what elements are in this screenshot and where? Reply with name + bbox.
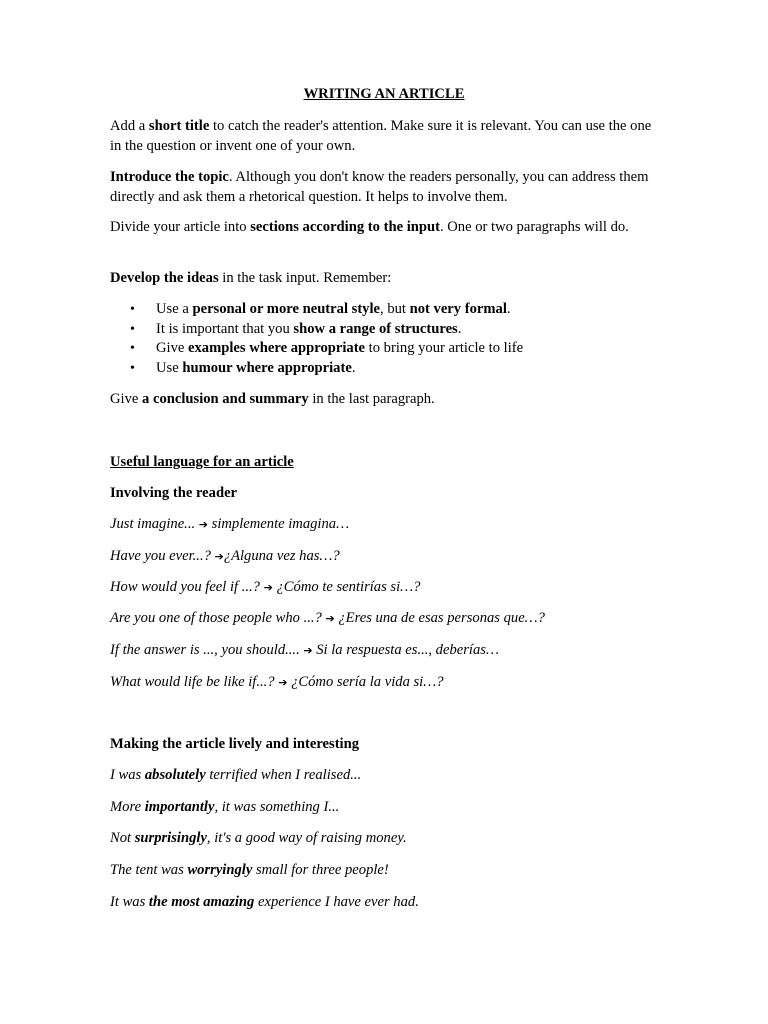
- list-item: [110, 300, 655, 320]
- example-sentence: [110, 829, 655, 849]
- bold-text: a conclusion and summary: [142, 391, 309, 407]
- arrow-right-icon: ➔: [278, 676, 288, 689]
- bold-text: importantly: [144, 799, 215, 815]
- paragraph-develop-ideas: [110, 269, 655, 289]
- bold-text: short title: [148, 118, 210, 134]
- bold-text: Introduce the topic: [110, 169, 229, 185]
- spanish-translation: ¿Cómo sería la vida si…?: [287, 674, 444, 690]
- document-title: WRITING AN ARTICLE: [303, 86, 465, 102]
- example-sentence: [110, 893, 655, 913]
- phrase-line: [110, 641, 655, 661]
- bold-text: absolutely: [144, 767, 206, 783]
- bold-text: show a range of structures: [293, 320, 458, 337]
- useful-language-heading: Useful language for an article: [110, 454, 294, 470]
- text: .: [351, 359, 356, 376]
- spanish-translation: ¿Alguna vez has…?: [223, 548, 340, 564]
- arrow-right-icon: ➔: [325, 612, 335, 625]
- text: It was: [110, 894, 149, 910]
- text: Add a: [110, 118, 149, 134]
- text: The tent was: [110, 862, 188, 878]
- phrase-line: [110, 609, 655, 629]
- text: , but: [380, 301, 410, 317]
- spanish-translation: Si la respuesta es..., deberías…: [312, 642, 499, 658]
- english-phrase: If the answer is ..., you should....: [110, 642, 304, 658]
- text: , it's a good way of raising money.: [206, 830, 407, 846]
- arrow-right-icon: ➔: [303, 644, 313, 657]
- text: .: [457, 320, 462, 337]
- involving-reader-heading: Involving the reader: [110, 485, 238, 501]
- bold-text: worryingly: [187, 862, 253, 878]
- english-phrase: Are you one of those people who ...?: [110, 610, 326, 626]
- phrase-line: [110, 515, 655, 535]
- text: .: [506, 301, 511, 317]
- english-phrase: Just imagine...: [110, 516, 199, 532]
- bullet-icon: •: [130, 302, 135, 317]
- text: More: [110, 799, 145, 815]
- bold-text: not very formal: [409, 301, 507, 317]
- bold-text: Develop the ideas: [110, 270, 219, 286]
- text: in the task input. Remember:: [218, 270, 392, 286]
- example-sentence: [110, 861, 655, 881]
- text: Use: [156, 359, 183, 376]
- list-item: [110, 320, 655, 340]
- text: to bring your article to life: [365, 340, 524, 356]
- text: Not: [110, 830, 135, 846]
- text: . Although you don't know the readers personally, you can address them directly and ask them a rhetorical question. It helps to involve them.: [110, 169, 649, 205]
- english-phrase: What would life be like if...?: [110, 674, 279, 690]
- list-item: [110, 359, 655, 379]
- text: , it was something I...: [214, 799, 340, 815]
- paragraph-conclusion: [110, 390, 655, 410]
- spanish-translation: simplemente imagina…: [208, 516, 350, 532]
- bullet-icon: •: [130, 321, 135, 337]
- phrase-line: [110, 547, 655, 567]
- text: It is important that you: [156, 320, 294, 337]
- text: . One or two paragraphs will do.: [439, 219, 629, 235]
- spanish-translation: ¿Eres una de esas personas que…?: [334, 610, 545, 626]
- phrase-line: [110, 578, 655, 598]
- text: Use a: [156, 301, 193, 317]
- paragraph-introduce-topic: [110, 168, 655, 207]
- text: small for three people!: [252, 862, 389, 878]
- bold-text: examples where appropriate: [188, 340, 366, 356]
- bullet-icon: •: [130, 341, 135, 356]
- bold-text: personal or more neutral style: [192, 301, 381, 317]
- text: Give: [156, 340, 189, 356]
- text: Divide your article into: [110, 219, 251, 235]
- arrow-right-icon: ➔: [198, 518, 208, 531]
- bold-text: the most amazing: [148, 894, 255, 910]
- text: experience I have ever had.: [254, 894, 419, 910]
- paragraph-divide-sections: [110, 218, 655, 238]
- text: terrified when I realised...: [205, 767, 362, 783]
- tips-bullet-list: [110, 300, 655, 378]
- paragraph-short-title: [110, 117, 655, 156]
- spanish-translation: ¿Cómo te sentirías si…?: [272, 579, 421, 595]
- text: I was: [110, 767, 145, 783]
- bold-text: sections according to the input: [250, 219, 440, 235]
- example-sentence: [110, 766, 655, 786]
- bold-text: humour where appropriate: [182, 359, 352, 376]
- bold-text: surprisingly: [134, 830, 207, 846]
- english-phrase: How would you feel if ...?: [110, 579, 264, 595]
- text: in the last paragraph.: [308, 391, 435, 407]
- arrow-right-icon: ➔: [214, 550, 224, 563]
- phrase-line: [110, 673, 655, 693]
- example-sentence: [110, 798, 655, 818]
- bullet-icon: •: [130, 360, 135, 376]
- text: to catch the reader's attention. Make sure it is relevant. You can use the one in the question or invent one of your own.: [110, 118, 652, 154]
- list-item: [110, 339, 655, 359]
- lively-heading: Making the article lively and interesting: [110, 736, 360, 752]
- arrow-right-icon: ➔: [263, 581, 273, 594]
- text: Give: [110, 391, 143, 407]
- english-phrase: Have you ever...?: [110, 548, 215, 564]
